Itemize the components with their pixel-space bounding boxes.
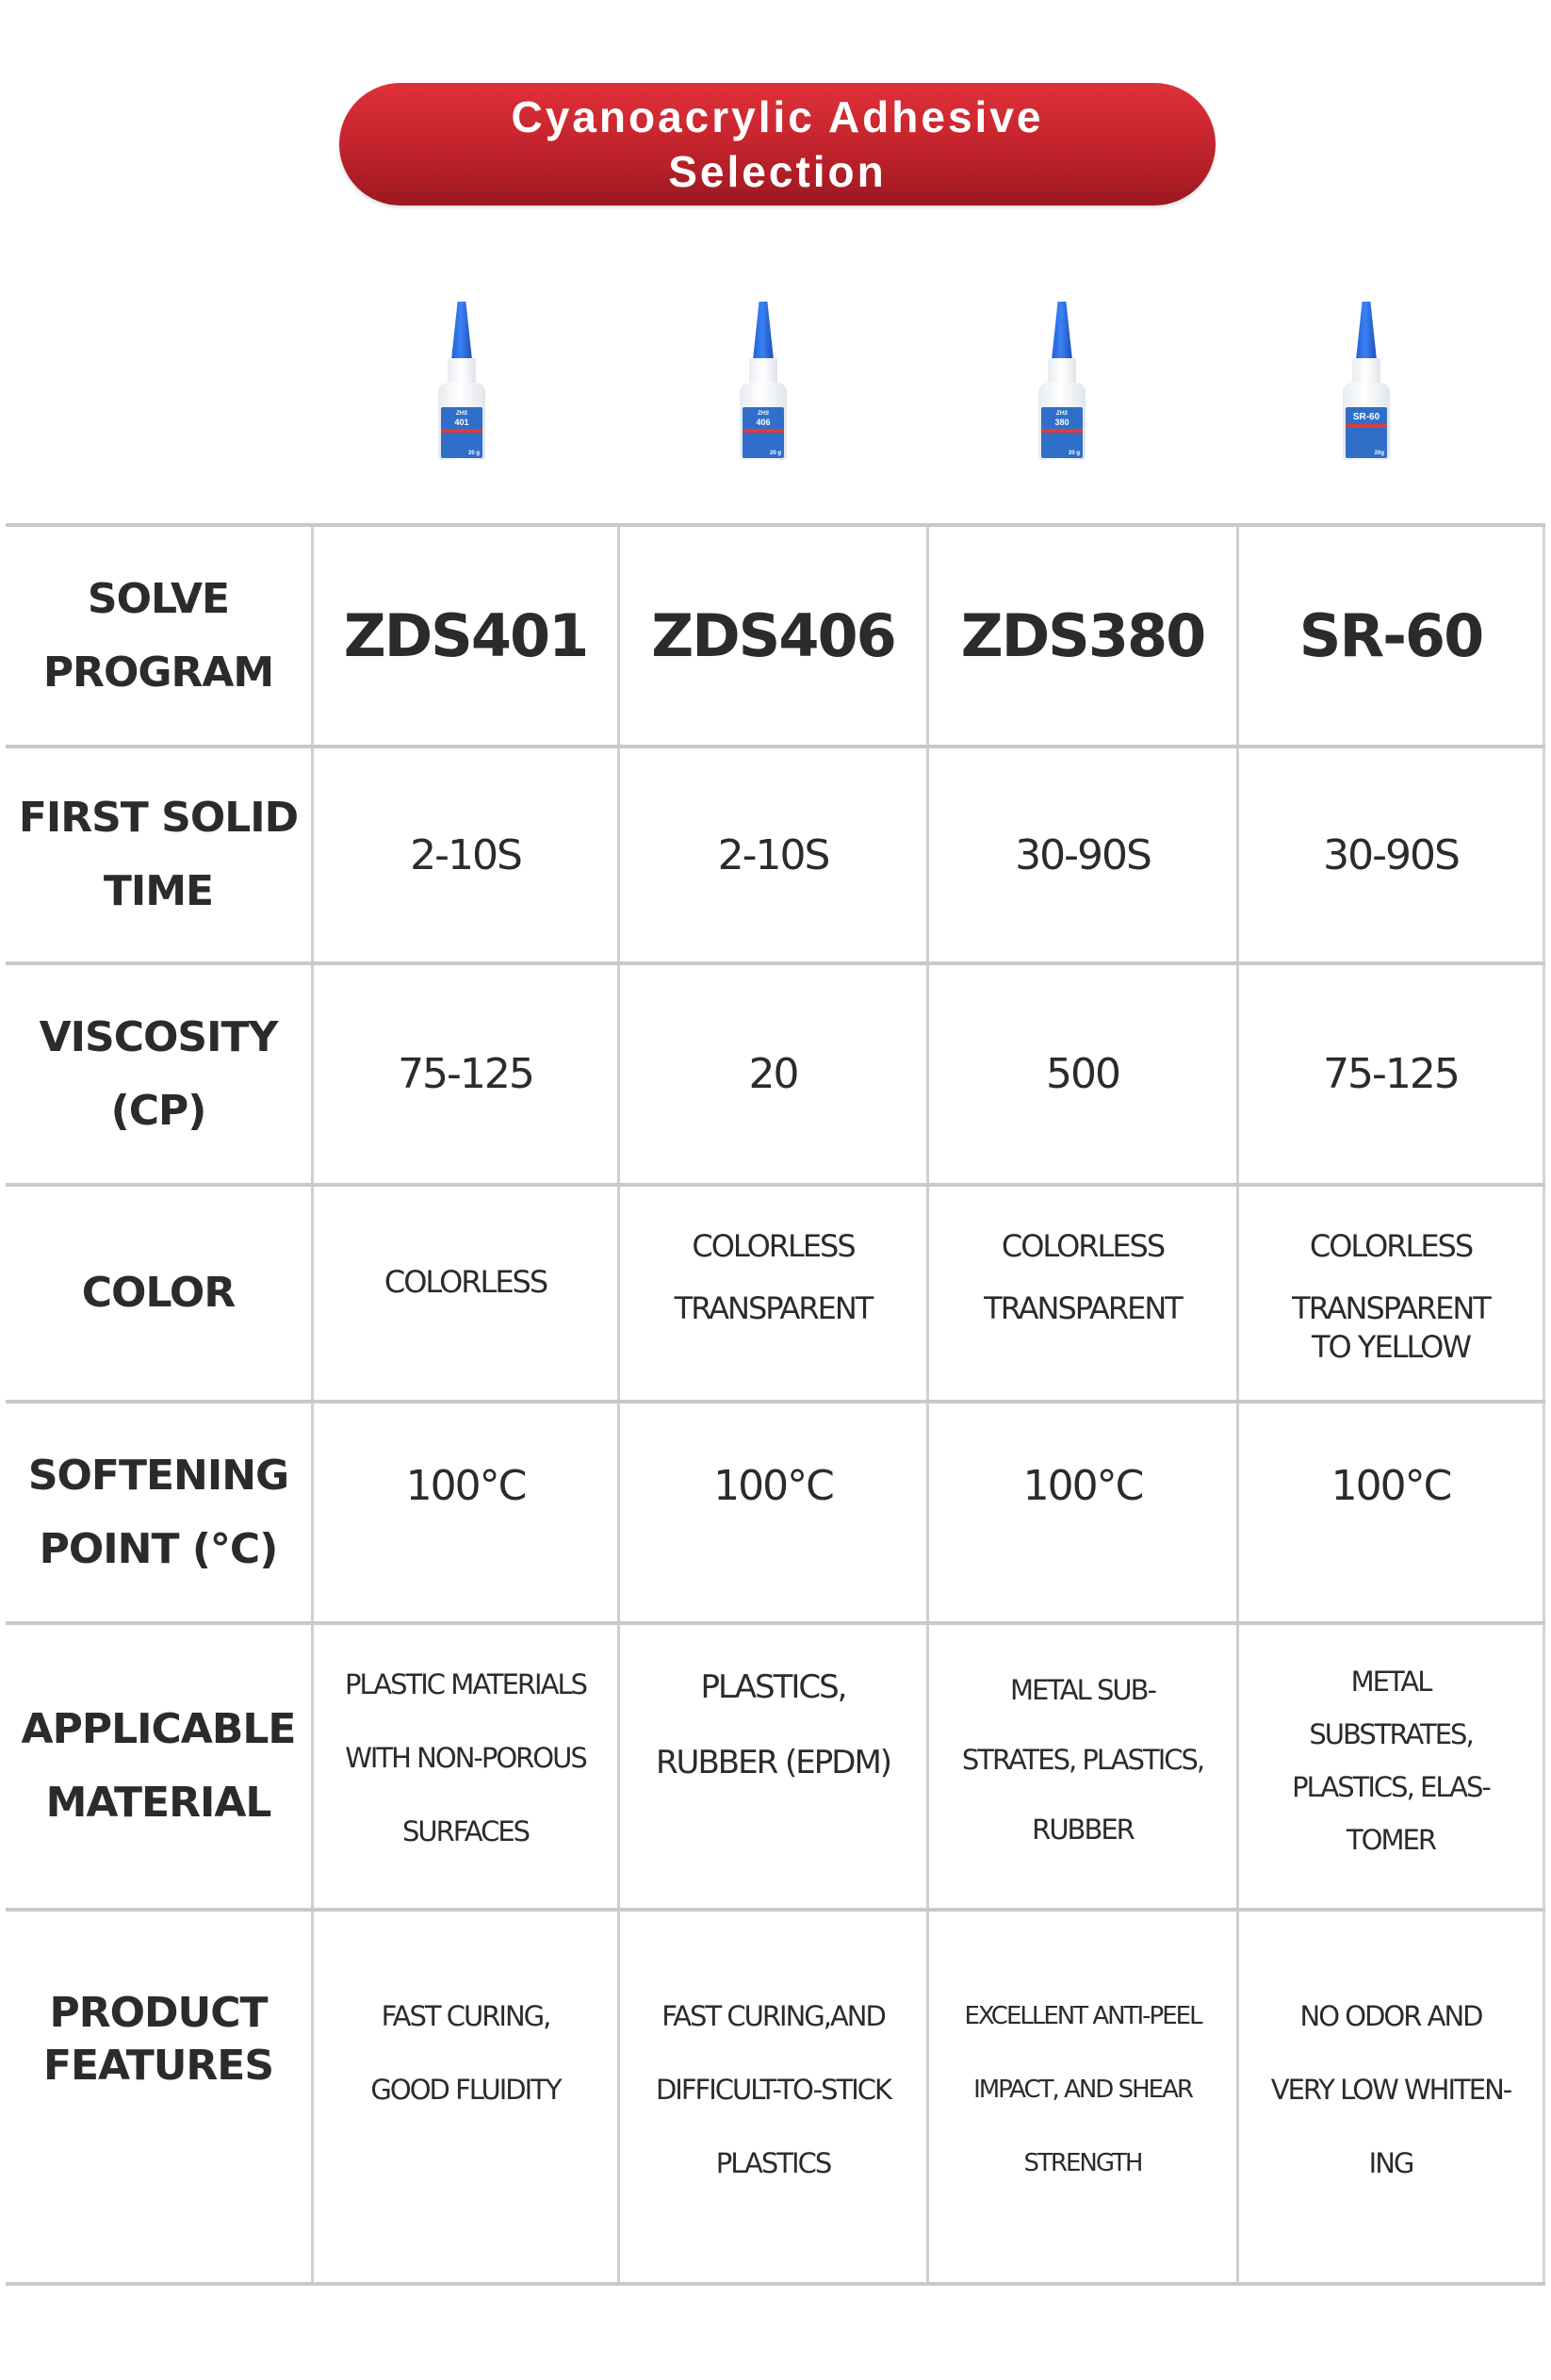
cell-value: TRANSPARENT [674, 1290, 873, 1326]
table-cell [314, 1403, 620, 1621]
table-row-softening-point [6, 1400, 1545, 1621]
table-row-first-solid-time [6, 745, 1545, 961]
bottle-number: 406 [756, 418, 771, 427]
table-cell [1239, 965, 1545, 1183]
table-cell [929, 748, 1239, 961]
cell-value: GOOD FLUIDITY [370, 2074, 561, 2106]
cell-value: STRATES, PLASTICS, [961, 1744, 1204, 1776]
bottle-label [1346, 407, 1387, 458]
table-cell [314, 1187, 620, 1400]
bottle-nozzle [1356, 302, 1377, 360]
bottle-number: 380 [1054, 418, 1069, 427]
table-cell [929, 1912, 1239, 2282]
product-name-text: ZDS380 [960, 601, 1205, 670]
title-banner [339, 83, 1216, 205]
table-cell [929, 1625, 1239, 1908]
table-row-viscosity [6, 961, 1545, 1183]
product-name-zds406 [620, 527, 929, 745]
bottle-label [743, 407, 784, 458]
row-header-line: PROGRAM [42, 648, 274, 697]
row-header [6, 965, 314, 1183]
cell-value: RUBBER (EPDM) [655, 1744, 891, 1781]
bottle-number: 401 [454, 418, 469, 427]
table-cell [1239, 1187, 1545, 1400]
cell-value: COLORLESS [1001, 1228, 1165, 1264]
row-header-line: MATERIAL [45, 1779, 271, 1827]
cell-value: 100°C [405, 1462, 526, 1510]
row-header-line: COLOR [81, 1269, 236, 1317]
bottle-weight: 20g [1374, 451, 1384, 456]
product-name-sr60 [1239, 527, 1545, 745]
cell-value: 2-10S [410, 830, 521, 879]
table-cell [314, 965, 620, 1183]
cell-value: COLORLESS [692, 1228, 855, 1264]
cell-value: IMPACT, AND SHEAR [973, 2076, 1192, 2104]
cell-value: RUBBER [1032, 1814, 1134, 1846]
cell-value: PLASTICS [715, 2147, 831, 2179]
row-header-line: VISCOSITY [39, 1012, 278, 1061]
table-cell [620, 1625, 929, 1908]
row-header-line: SOFTENING [27, 1451, 289, 1500]
row-header [6, 748, 314, 961]
cell-value: 100°C [1022, 1462, 1143, 1510]
cell-value: COLORLESS [1309, 1228, 1473, 1264]
bottle-stripe [441, 429, 482, 433]
cell-value: FAST CURING,AND [661, 2000, 885, 2032]
product-name-zds380 [929, 527, 1239, 745]
table-cell [620, 1187, 929, 1400]
cell-value: EXCELLENT ANTI-PEEL [964, 2002, 1201, 2030]
product-image-zds401 [438, 302, 485, 462]
bottle-stripe [1346, 424, 1387, 428]
cell-value: 20 [748, 1050, 798, 1098]
product-name-zds401 [314, 527, 620, 745]
product-image-zds380 [1038, 302, 1086, 462]
cell-value: VERY LOW WHITEN- [1270, 2074, 1511, 2106]
table-cell [929, 1403, 1239, 1621]
bottle-brand: ZHS [456, 411, 467, 417]
table-cell [1239, 748, 1545, 961]
title-line-1: Cyanoacrylic Adhesive [511, 92, 1044, 141]
table-row-product-features [6, 1908, 1545, 2286]
cell-value: 30-90S [1015, 830, 1151, 879]
row-header-line: (CP) [110, 1086, 206, 1135]
cell-value: PLASTICS, ELAS- [1292, 1771, 1490, 1803]
product-name-text: SR-60 [1298, 601, 1483, 670]
cell-value: TO YELLOW [1311, 1329, 1470, 1365]
table-cell [929, 1187, 1239, 1400]
bottle-stripe [743, 429, 784, 433]
table-cell [314, 1912, 620, 2282]
cell-value: DIFFICULT-TO-STICK [655, 2074, 891, 2106]
bottle-nozzle [1052, 302, 1072, 360]
cell-value: 75-125 [1323, 1050, 1459, 1098]
table-row-applicable-material [6, 1621, 1545, 1908]
cell-value: 500 [1046, 1050, 1119, 1098]
cell-value: SURFACES [401, 1815, 530, 1847]
table-cell [1239, 1403, 1545, 1621]
cell-value: FAST CURING, [381, 2000, 550, 2032]
cell-value: 100°C [713, 1462, 833, 1510]
bottle-label [441, 407, 482, 458]
cell-value: 100°C [1331, 1462, 1451, 1510]
bottle-weight: 20 g [467, 451, 480, 456]
cell-value: SUBSTRATES, [1309, 1718, 1473, 1750]
table-cell [929, 965, 1239, 1183]
row-header [6, 1403, 314, 1621]
bottle-stripe [1041, 429, 1083, 433]
cell-value: ING [1368, 2147, 1413, 2179]
bottle-nozzle [451, 302, 472, 360]
title-line-2: Selection [668, 147, 887, 196]
cell-value: PLASTICS, [700, 1668, 846, 1706]
product-name-text: ZDS406 [651, 601, 895, 670]
row-header-line: FIRST SOLID [18, 794, 299, 842]
row-header-line: TIME [103, 867, 214, 915]
bottle-weight: 20 g [769, 451, 781, 456]
cell-value: COLORLESS [384, 1264, 547, 1300]
bottle-weight: 20 g [1068, 451, 1080, 456]
product-image-sr60 [1343, 302, 1390, 462]
cell-value: TRANSPARENT [1292, 1290, 1490, 1326]
cell-value: NO ODOR AND [1299, 2000, 1482, 2032]
product-name-text: ZDS401 [343, 601, 588, 670]
table-row-solve-program [6, 523, 1545, 745]
bottle-nozzle [753, 302, 774, 360]
product-image-zds406 [740, 302, 787, 462]
row-header-line: SOLVE [87, 574, 230, 623]
table-cell [1239, 1625, 1545, 1908]
table-cell [1239, 1912, 1545, 2282]
cell-value: PLASTIC MATERIALS [344, 1668, 587, 1700]
row-header-line: PRODUCT [49, 1989, 268, 2037]
cell-value: 75-125 [398, 1050, 533, 1098]
cell-value: 30-90S [1323, 830, 1459, 879]
row-header [6, 1187, 314, 1400]
row-header-line: POINT (°C) [39, 1524, 278, 1573]
cell-value: STRENGTH [1023, 2149, 1142, 2177]
cell-value: TOMER [1346, 1824, 1436, 1856]
cell-value: 2-10S [717, 830, 829, 879]
cell-value: TRANSPARENT [984, 1290, 1182, 1326]
bottle-label [1041, 407, 1083, 458]
table-cell [620, 965, 929, 1183]
table-cell [620, 1403, 929, 1621]
bottle-brand: ZHS [1056, 411, 1068, 417]
table-cell [314, 748, 620, 961]
comparison-table [6, 523, 1545, 2286]
table-row-color [6, 1183, 1545, 1400]
bottle-number: SR-60 [1352, 412, 1380, 422]
cell-value: WITH NON-POROUS [345, 1742, 586, 1774]
table-cell [620, 748, 929, 961]
row-header-line: APPLICABLE [21, 1705, 296, 1753]
row-header-line: FEATURES [42, 2042, 274, 2090]
row-header [6, 1912, 314, 2282]
bottle-brand: ZHS [758, 411, 769, 417]
cell-value: METAL SUB- [1009, 1674, 1155, 1706]
row-header [6, 1625, 314, 1908]
table-cell [314, 1625, 620, 1908]
cell-value: METAL [1350, 1666, 1431, 1698]
table-cell [620, 1912, 929, 2282]
row-header [6, 527, 314, 745]
